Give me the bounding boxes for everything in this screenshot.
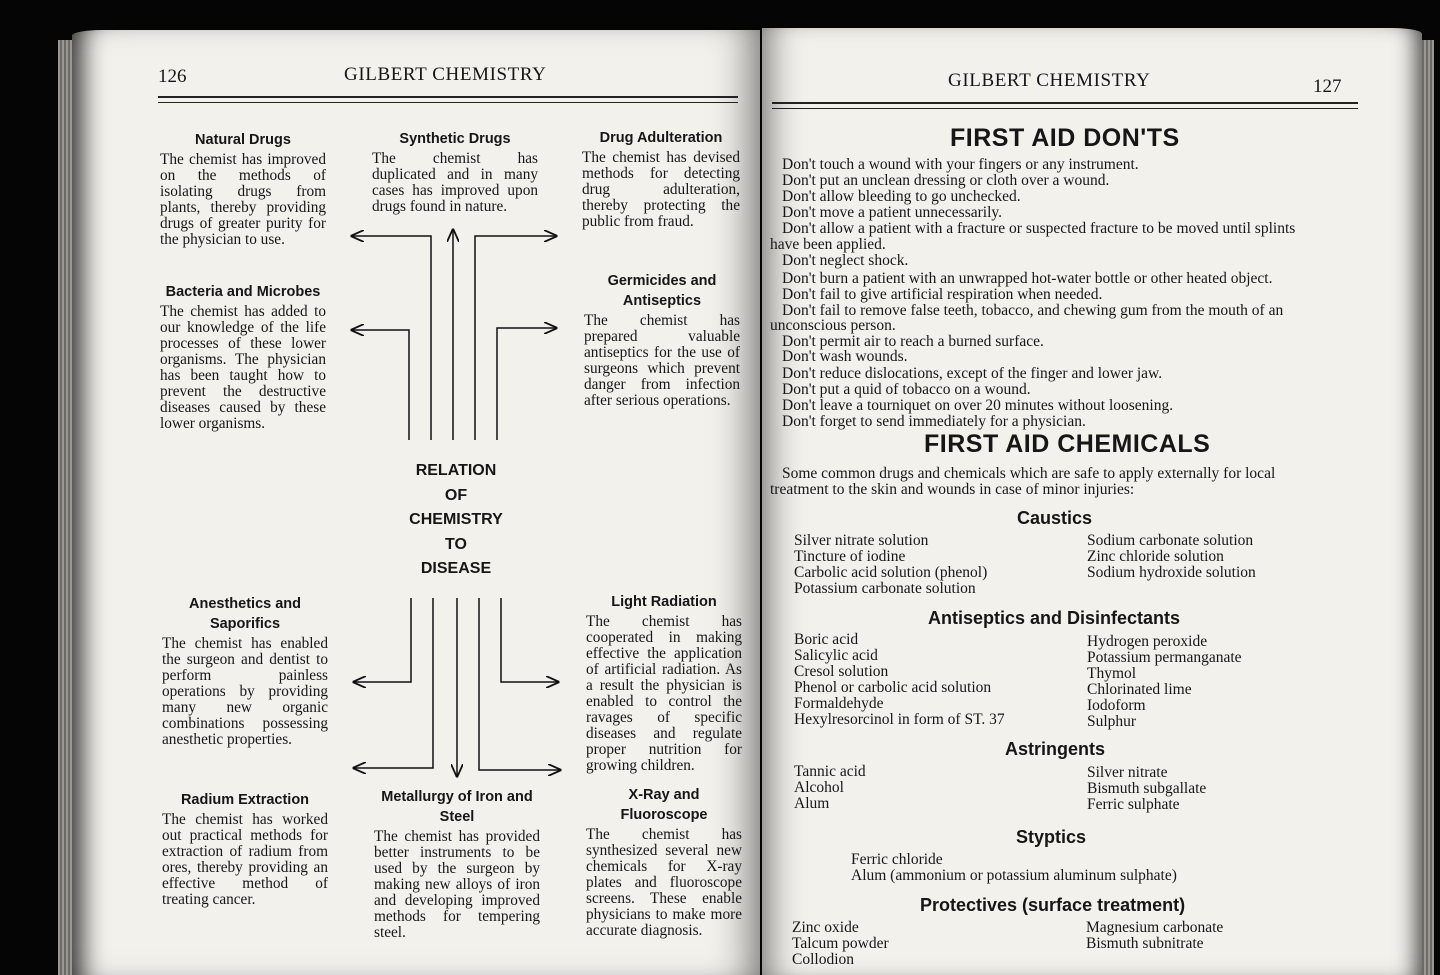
dont-line: Don't forget to send immediately for a physician. <box>782 413 1086 430</box>
section-heading: Anesthetics and Saporifics <box>189 596 301 632</box>
styptics-heading: Styptics <box>1016 827 1087 847</box>
section-heading: Metallurgy of Iron and Steel <box>381 789 533 825</box>
arrow-to-natural-drugs <box>352 236 431 440</box>
section-text: The chemist has synthesized several new chemicals for X-ray plates and fluoroscope screens. These enable physicians to make more accurate diagnosis. <box>586 826 742 939</box>
section-text: The chemist has duplicated and in many cases has improved upon drugs found in nature. <box>372 150 538 215</box>
list-item: Salicylic acid <box>794 647 878 664</box>
protectives-list-left <box>792 920 889 968</box>
arrow-to-xray <box>479 598 560 770</box>
list-item: Tannic acid <box>794 763 866 780</box>
header-rule-thin <box>772 108 1358 109</box>
list-item: Sulphur <box>1087 713 1137 730</box>
section-text: The chemist has worked out practical methods for extraction of radium from ores, thereby providing an effective method of treating cancer. <box>162 811 328 908</box>
list-item: Phenol or carbolic acid solution <box>794 679 992 696</box>
dont-line: Don't allow bleeding to go unchecked. <box>782 188 1021 205</box>
section-heading: Radium Extraction <box>180 792 310 808</box>
section-text: The chemist has devised methods for detecting drug adulteration, thereby protecting the public from fraud. <box>582 149 740 230</box>
list-item: Alum <box>794 795 830 812</box>
dont-line: Don't fail to give artificial respiration when needed. <box>782 286 1103 303</box>
list-item: Hydrogen peroxide <box>1087 633 1208 650</box>
list-item: Alcohol <box>794 779 844 796</box>
list-item: Boric acid <box>794 631 859 648</box>
center-title-line: OF <box>444 486 468 504</box>
first-aid-donts-title: FIRST AID DON'TS <box>950 124 1180 152</box>
list-item: Ferric chloride <box>851 851 943 868</box>
list-item: Tincture of iodine <box>794 548 906 565</box>
dont-line: Don't put a quid of tobacco on a wound. <box>782 381 1031 398</box>
dont-line: Don't neglect shock. <box>782 252 909 269</box>
section-heading: Germicides and Antiseptics <box>607 273 717 309</box>
dont-line: Don't reduce dislocations, except of the finger and lower jaw. <box>782 365 1163 382</box>
section-text: The chemist has added to our knowledge of the life processes of these lower organisms. The physician has been taught how to prevent the destructive diseases caused by these lower organisms. <box>160 303 326 432</box>
left-page <box>72 30 760 975</box>
astringents-list-left <box>794 764 866 812</box>
caustics-list-left <box>794 533 987 597</box>
list-item: Cresol solution <box>794 663 889 680</box>
dont-line: have been applied. <box>770 236 886 253</box>
section-text: The chemist has enabled the surgeon and dentist to perform painless operations by providing many new organic combinations possessing anesthetic properties. <box>162 635 328 748</box>
dont-line: Don't put an unclean dressing or cloth over a wound. <box>782 172 1110 189</box>
dont-line: Don't move a patient unnecessarily. <box>782 204 1003 221</box>
list-item: Zinc chloride solution <box>1087 548 1224 565</box>
list-item: Carbolic acid solution (phenol) <box>794 564 988 581</box>
list-item: Thymol <box>1087 665 1137 682</box>
section-heading: X-Ray and Fluoroscope <box>620 787 708 823</box>
page-number: 127 <box>1313 76 1342 97</box>
dont-line: Don't wash wounds. <box>782 348 908 365</box>
antiseptics-list-right <box>1087 634 1242 730</box>
arrow-to-light-radiation <box>501 598 558 682</box>
header-rule <box>772 102 1358 104</box>
list-item: Magnesium carbonate <box>1086 919 1224 936</box>
list-item: Iodoform <box>1087 697 1146 714</box>
list-item: Silver nitrate <box>1087 764 1168 781</box>
running-head: GILBERT CHEMISTRY <box>948 70 1151 91</box>
center-title-line: CHEMISTRY <box>409 511 503 528</box>
section-text: The chemist has cooperated in making effective the application of artificial radiation. As a result the physician is enabled to control the ravages of specific diseases and regulate proper nutrition for growing children. <box>586 613 742 774</box>
first-aid-chemicals-title: FIRST AID CHEMICALS <box>924 430 1211 458</box>
right-page <box>762 28 1422 975</box>
section-heading: Bacteria and Microbes <box>165 284 321 300</box>
center-title-line: TO <box>445 535 467 553</box>
list-item: Sodium hydroxide solution <box>1087 564 1256 581</box>
dont-line: Don't burn a patient with an unwrapped hot-water bottle or other heated object. <box>782 270 1273 287</box>
running-head: GILBERT CHEMISTRY <box>344 64 547 85</box>
astringents-heading: Astringents <box>1005 739 1106 759</box>
list-item: Bismuth subnitrate <box>1086 935 1204 952</box>
section-text: The chemist has provided better instruments to be used by the surgeon by making new alloys of iron and developing improved methods for tempering steel. <box>374 828 540 941</box>
list-item: Zinc oxide <box>792 919 859 936</box>
antiseptics-list-left <box>794 632 1005 728</box>
antiseptics-heading: Antiseptics and Disinfectants <box>928 608 1181 628</box>
arrow-to-drug-adulteration <box>475 236 556 440</box>
center-title-line: DISEASE <box>420 560 492 577</box>
styptics-list <box>851 852 1177 884</box>
protectives-list-right <box>1086 920 1223 952</box>
page-number: 126 <box>158 66 187 87</box>
list-item: Formaldehyde <box>794 695 884 712</box>
section-text: The chemist has prepared valuable antiseptics for the use of surgeons which prevent danger from infection after serious operations. <box>584 312 740 409</box>
arrow-to-radium <box>354 598 433 768</box>
list-item: Talcum powder <box>792 935 889 952</box>
list-item: Chlorinated lime <box>1087 681 1192 698</box>
list-item: Bismuth subgallate <box>1087 780 1207 797</box>
list-item: Potassium permanganate <box>1087 649 1242 666</box>
list-item: Potassium carbonate solution <box>794 580 976 597</box>
diagram-arrows <box>72 30 760 975</box>
dont-line: unconscious person. <box>770 317 896 334</box>
arrow-to-bacteria <box>352 330 409 440</box>
list-item: Collodion <box>792 951 855 968</box>
section-heading: Natural Drugs <box>195 132 291 148</box>
chemicals-intro-line: treatment to the skin and wounds in case of minor injuries: <box>770 481 1135 498</box>
section-text: The chemist has improved on the methods of isolating drugs from plants, thereby providing drugs of greater purity for the physician to use. <box>160 151 326 248</box>
center-title-line: RELATION <box>415 462 497 479</box>
protectives-heading: Protectives (surface treatment) <box>920 895 1186 915</box>
list-item: Silver nitrate solution <box>794 532 929 549</box>
caustics-heading: Caustics <box>1017 508 1093 528</box>
arrow-to-germicides <box>497 328 556 440</box>
section-heading: Synthetic Drugs <box>399 131 511 147</box>
dont-line: Don't fail to remove false teeth, tobacco, and chewing gum from the mouth of an <box>782 302 1284 319</box>
list-item: Sodium carbonate solution <box>1087 532 1254 549</box>
chemicals-intro-line: Some common drugs and chemicals which are safe to apply externally for local <box>782 465 1276 482</box>
dont-line: Don't leave a tourniquet on over 20 minutes without loosening. <box>782 397 1174 414</box>
astringents-list-right <box>1087 765 1206 813</box>
list-item: Hexylresorcinol in form of ST. 37 <box>794 711 1005 728</box>
arrow-to-anesthetics <box>354 598 411 682</box>
list-item: Ferric sulphate <box>1087 796 1180 813</box>
section-heading: Light Radiation <box>611 594 717 610</box>
right-page-edge <box>1420 40 1434 975</box>
section-heading: Drug Adulteration <box>599 130 723 146</box>
caustics-list-right <box>1087 533 1256 581</box>
list-item: Alum (ammonium or potassium aluminum sulphate) <box>851 867 1177 884</box>
dont-line: Don't permit air to reach a burned surface. <box>782 333 1044 350</box>
dont-line: Don't allow a patient with a fracture or suspected fracture to be moved until splints <box>782 220 1296 237</box>
dont-line: Don't touch a wound with your fingers or any instrument. <box>782 156 1139 173</box>
